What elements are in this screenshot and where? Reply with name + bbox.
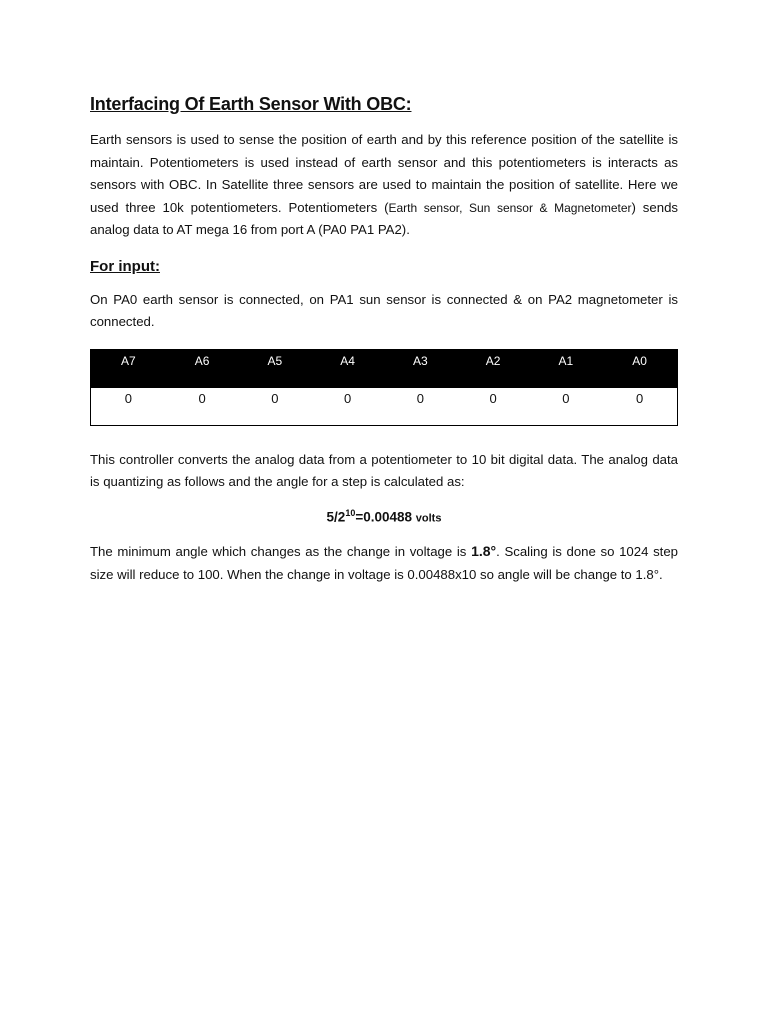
port-a-table [90, 349, 678, 426]
table-cell: 0 [384, 388, 457, 426]
document-content [90, 94, 678, 586]
formula-result: =0.00488 [355, 509, 413, 524]
input-paragraph: On PA0 earth sensor is connected, on PA1 sun sensor is connected & on PA2 magnetometer is connected. [90, 291, 678, 329]
table-header-cell: A5 [238, 349, 311, 388]
table-header-cell: A1 [529, 349, 602, 388]
table-header-cell: A7 [91, 349, 166, 388]
document-title: Interfacing Of Earth Sensor With OBC: [90, 94, 412, 114]
intro-text: Earth sensors is used to sense the position of earth and by this reference position of the satellite is maintain. Potentiometers is used instead of earth sensor and this potentiometers is interacts as sensors with OBC. In Satellite three sensors are used to maintain the position of satellite. Here we used three 10k potentiometers. Potentiometers ( [90, 132, 678, 215]
angle-text-start: The minimum angle which changes as the change in voltage is [90, 544, 472, 559]
angle-paragraph [90, 540, 678, 586]
table-header-cell: A3 [384, 349, 457, 388]
input-subheading: For input: [90, 257, 160, 275]
formula-unit: volts [415, 512, 442, 524]
table-cell: 0 [166, 388, 239, 426]
angle-value: 1.8° [471, 543, 497, 559]
intro-paragraph [90, 129, 678, 242]
table-cell: 0 [91, 388, 166, 426]
quantization-paragraph: This controller converts the analog data from a potentiometer to 10 bit digital data. The analog data is quantizing as follows and the angle for a step is calculated as: [90, 451, 678, 489]
formula-exponent: 10 [345, 507, 356, 518]
table-header-row [91, 349, 678, 388]
table-header-cell: A6 [166, 349, 239, 388]
angle-text-end: . Scaling is done so 1024 step size will reduce to 100. When the change in voltage is 0.00488x10 so angle will be change to 1.8°. [90, 544, 678, 582]
spacer [90, 426, 678, 449]
table-cell: 0 [457, 388, 530, 426]
intro-text-end: ) sends analog data to AT mega 16 from port A (PA0 PA1 PA2). [90, 199, 678, 237]
table-cell: 0 [311, 388, 384, 426]
table-header-cell: A2 [457, 349, 530, 388]
table-header-cell: A0 [602, 349, 677, 388]
table-cell: 0 [602, 388, 677, 426]
table-row [91, 388, 678, 426]
table-cell: 0 [238, 388, 311, 426]
table-cell: 0 [529, 388, 602, 426]
sensor-list-text: Earth sensor, Sun sensor & Magnetometer [388, 200, 632, 215]
step-formula [90, 508, 678, 525]
table-header-cell: A4 [311, 349, 384, 388]
formula-base: 5/2 [326, 509, 346, 524]
